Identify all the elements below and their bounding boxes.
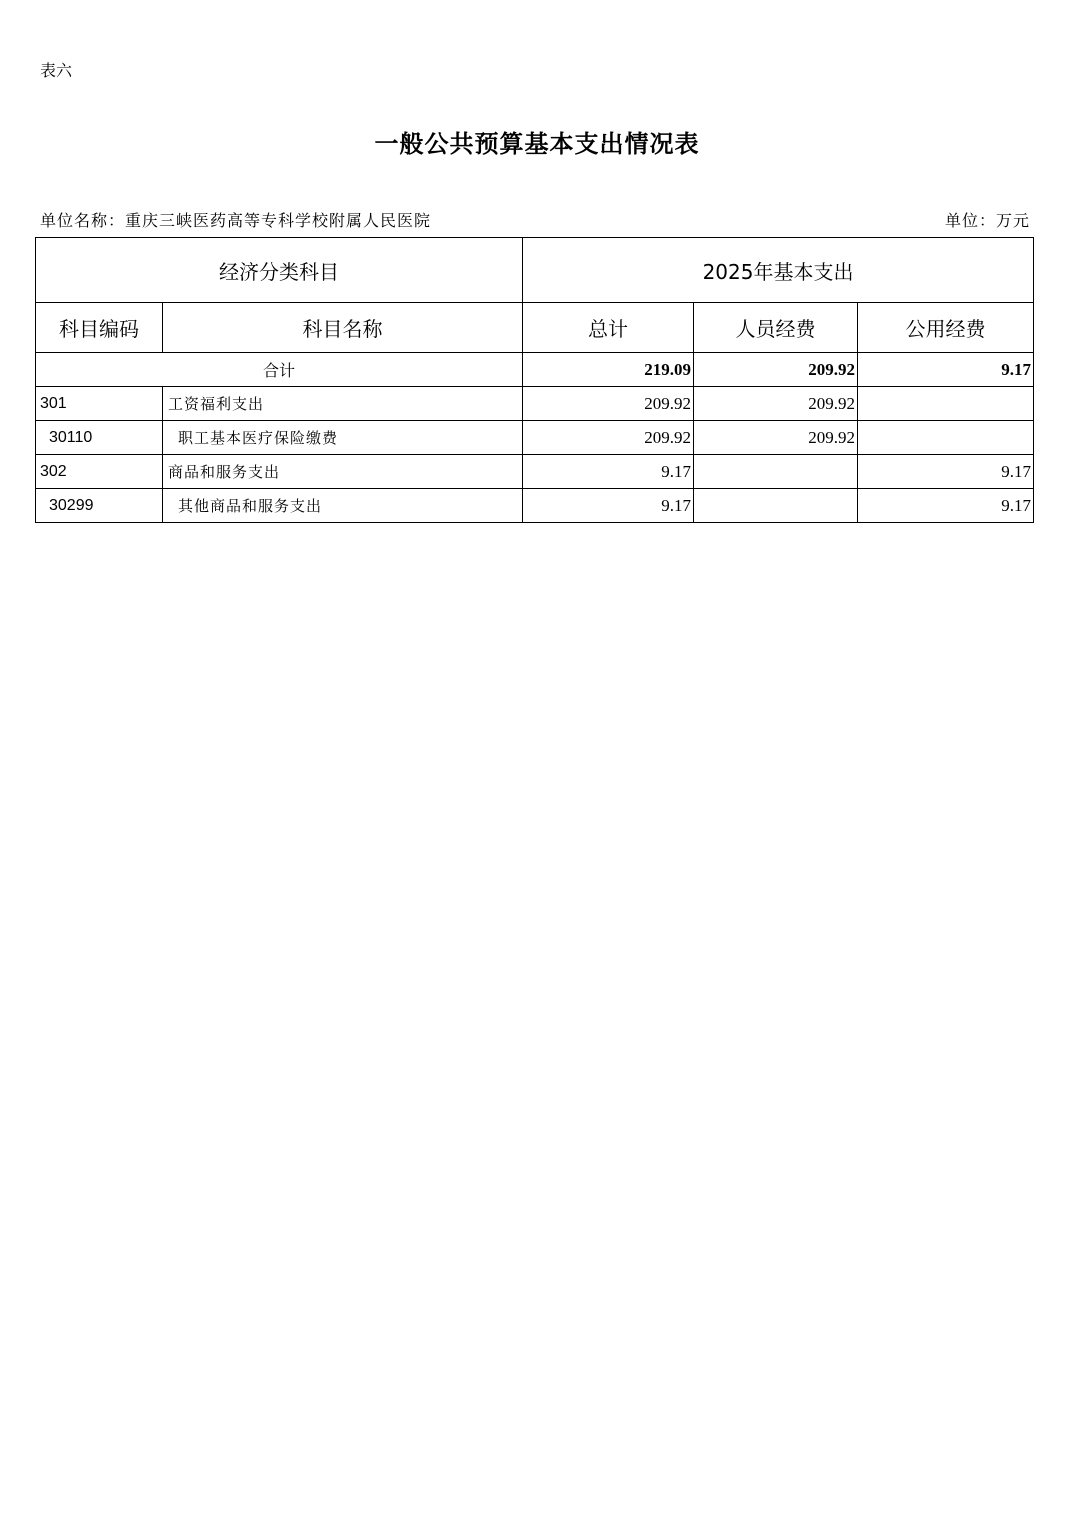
row-public [858, 421, 1034, 455]
row-personnel [694, 455, 858, 489]
table-row [36, 387, 1034, 421]
header-personnel: 人员经费 [694, 303, 858, 353]
total-personnel: 209.92 [694, 353, 858, 387]
row-name: 职工基本医疗保险缴费 [163, 421, 523, 455]
row-personnel: 209.92 [694, 387, 858, 421]
unit-label: 单位：万元 [944, 211, 1030, 230]
table-row [36, 489, 1034, 523]
row-total: 209.92 [523, 387, 694, 421]
header-economic-category: 经济分类科目 [36, 238, 523, 303]
header-row-group [36, 238, 1034, 303]
header-row-columns [36, 303, 1034, 353]
total-public: 9.17 [858, 353, 1034, 387]
budget-table [35, 237, 1034, 523]
header-total: 总计 [523, 303, 694, 353]
row-name: 商品和服务支出 [163, 455, 523, 489]
row-total: 9.17 [523, 489, 694, 523]
total-row [36, 353, 1034, 387]
row-public [858, 387, 1034, 421]
sheet-label: 表六 [40, 61, 73, 80]
row-personnel: 209.92 [694, 421, 858, 455]
total-label: 合计 [36, 353, 523, 387]
header-code: 科目编码 [36, 303, 163, 353]
header-name: 科目名称 [163, 303, 523, 353]
header-public: 公用经费 [858, 303, 1034, 353]
page-title: 一般公共预算基本支出情况表 [374, 129, 700, 158]
row-code: 30110 [36, 421, 163, 455]
row-public: 9.17 [858, 455, 1034, 489]
table-row [36, 421, 1034, 455]
row-code: 30299 [36, 489, 163, 523]
row-code: 301 [36, 387, 163, 421]
unit-name: 单位名称：重庆三峡医药高等专科学校附属人民医院 [40, 211, 432, 230]
header-basic-expenditure: 2025年基本支出 [523, 238, 1034, 303]
row-code: 302 [36, 455, 163, 489]
total-total: 219.09 [523, 353, 694, 387]
row-total: 209.92 [523, 421, 694, 455]
table-row [36, 455, 1034, 489]
row-name: 工资福利支出 [163, 387, 523, 421]
row-personnel [694, 489, 858, 523]
row-public: 9.17 [858, 489, 1034, 523]
row-total: 9.17 [523, 455, 694, 489]
row-name: 其他商品和服务支出 [163, 489, 523, 523]
